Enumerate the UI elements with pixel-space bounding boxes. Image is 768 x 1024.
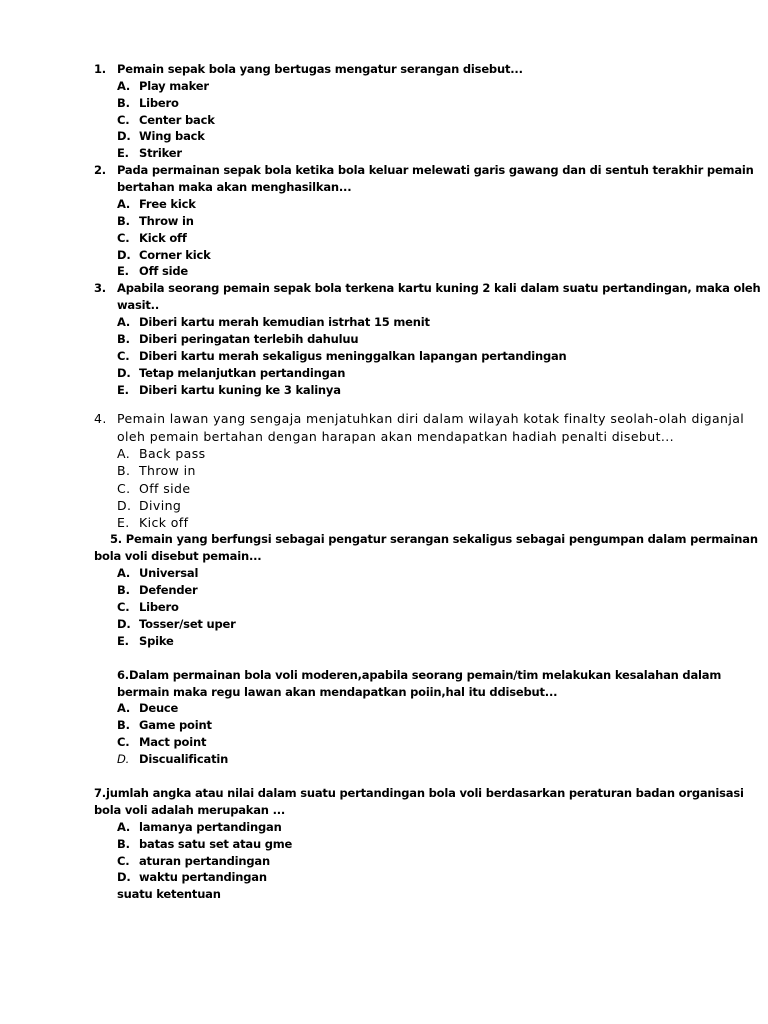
option-b: B. Libero (117, 96, 179, 110)
question-text-line-1: Pemain lawan yang sengaja menjatuhkan diri dalam wilayah kotak finalty seolah-olah diganjal (117, 411, 745, 426)
option-a: A. Universal (117, 566, 199, 580)
question-text-line-2: bermain maka regu lawan akan mendapatkan poiin,hal itu ddisebut... (117, 685, 558, 699)
option-a: A. Play maker (117, 79, 209, 93)
option-e: E. Spike (117, 634, 174, 648)
option-d: D. Tosser/set uper (117, 617, 236, 631)
question-text: Pemain sepak bola yang bertugas mengatur serangan disebut... (117, 62, 523, 76)
option-b: B. Throw in (117, 214, 194, 228)
option-b: B. Game point (117, 718, 212, 732)
option-e: E. Diberi kartu kuning ke 3 kalinya (117, 383, 341, 397)
option-d: D. Diving (117, 498, 182, 513)
option-b: B. Diberi peringatan terlebih dahuluu (117, 332, 359, 346)
option-c: C. aturan pertandingan (117, 854, 270, 868)
option-a: A. Back pass (117, 446, 206, 461)
question-text-line-1: Apabila seorang pemain sepak bola terkena kartu kuning 2 kali dalam suatu pertandingan, maka oleh (117, 281, 761, 295)
option-e: E. Off side (117, 264, 189, 278)
question-text-line-1: 6.Dalam permainan bola voli moderen,apabila seorang pemain/tim melakukan kesalahan dalam (117, 668, 722, 682)
option-b: B. batas satu set atau gme (117, 837, 293, 851)
question-text-line-1: Pada permainan sepak bola ketika bola keluar melewati garis gawang dan di sentuh terakhir pemain (117, 163, 754, 177)
option-b: B. Defender (117, 583, 198, 597)
trailing-text: suatu ketentuan (117, 887, 221, 901)
option-a: A. Free kick (117, 197, 196, 211)
question-text-line-2: bola voli adalah merupakan ... (94, 803, 286, 817)
question-text-line-1: 5. Pemain yang berfungsi sebagai pengatur serangan sekaligus sebagai pengumpan dalam permainan (110, 532, 758, 546)
option-d: D. Discualificatin (117, 752, 229, 766)
option-c: C. Off side (117, 481, 191, 496)
question-text-line-2: wasit.. (117, 298, 160, 312)
question-text-line-2: bertahan maka akan menghasilkan... (117, 180, 352, 194)
option-d: D. waktu pertandingan (117, 870, 267, 884)
option-a: A. lamanya pertandingan (117, 820, 282, 834)
option-c: C. Mact point (117, 735, 207, 749)
option-e: E. Kick off (117, 515, 189, 530)
option-c: C. Kick off (117, 231, 187, 245)
option-c: C. Libero (117, 600, 179, 614)
question-text-line-1: 7.jumlah angka atau nilai dalam suatu pertandingan bola voli berdasarkan peraturan badan organisasi (94, 786, 744, 800)
question-text-line-2: bola voli disebut pemain... (94, 549, 262, 563)
option-d: D. Corner kick (117, 248, 211, 262)
question-number: 3. (94, 281, 106, 295)
question-number: 2. (94, 163, 106, 177)
option-c: C. Center back (117, 113, 215, 127)
option-b: B. Throw in (117, 463, 196, 478)
option-a: A. Diberi kartu merah kemudian istrhat 15 menit (117, 315, 430, 329)
option-d: D. Tetap melanjutkan pertandingan (117, 366, 346, 380)
question-number: 4. (94, 411, 107, 426)
option-d: D. Wing back (117, 129, 205, 143)
option-c: C. Diberi kartu merah sekaligus meninggalkan lapangan pertandingan (117, 349, 567, 363)
question-number: 1. (94, 62, 106, 76)
question-text-line-2: oleh pemain bertahan dengan harapan akan mendapatkan hadiah penalti disebut... (117, 429, 674, 444)
option-a: A. Deuce (117, 701, 179, 715)
option-e: E. Striker (117, 146, 182, 160)
